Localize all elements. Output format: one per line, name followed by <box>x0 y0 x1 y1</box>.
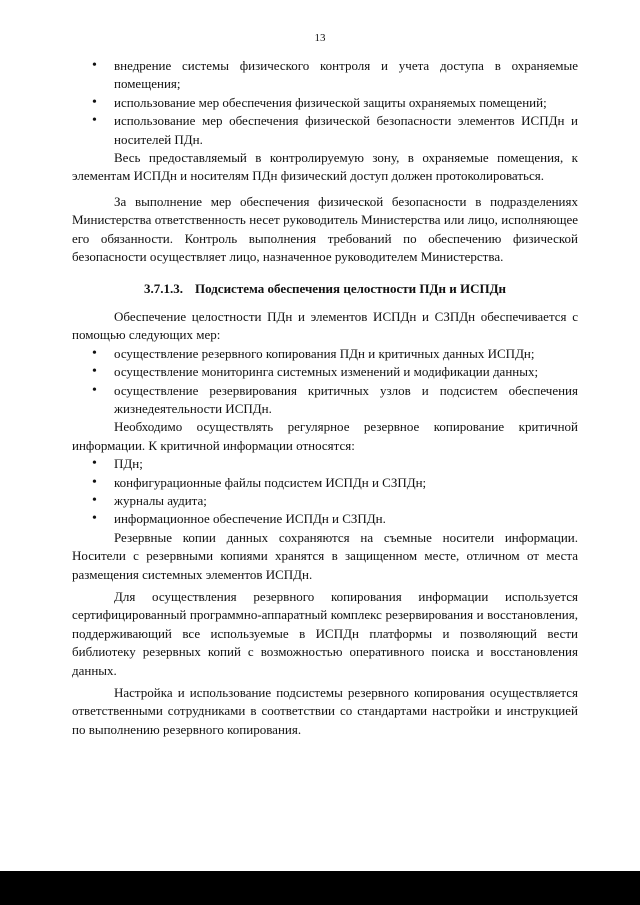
scan-border <box>0 871 640 905</box>
list-item: • журналы аудита; <box>72 492 578 510</box>
list-item: • использование мер обеспечения физической безопасности элементов ИСПДн и носителей ПДн. <box>72 112 578 149</box>
paragraph: Необходимо осуществлять регулярное резервное копирование критичной информации. К критичной информации относятся: <box>72 419 578 453</box>
paragraph: Весь предоставляемый в контролируемую зону, в охраняемые помещения, к элементам ИСПДн и носителям ПДн физический доступ должен протоколироваться. <box>72 150 578 184</box>
section-heading <box>72 280 578 298</box>
list-item: • ПДн; <box>72 455 578 473</box>
page-number: 13 <box>314 32 326 44</box>
list-item: • информационное обеспечение ИСПДн и СЗПДн. <box>72 510 578 528</box>
paragraph: Обеспечение целостности ПДн и элементов ИСПДн и СЗПДн обеспечивается с помощью следующих мер: <box>72 308 578 343</box>
bullet-list-integrity-measures <box>72 345 578 419</box>
paragraph: Для осуществления резервного копирования информации используется сертифицированный программно-аппаратный комплекс резервирования и восстановления, поддерживающий все используемые в ИСПДн платформы и позволяющий вести библиотеку резервных копий с возможностью оперативного поиска и восстановления данных. <box>72 588 578 678</box>
list-item: • осуществление резервного копирования ПДн и критичных данных ИСПДн; <box>72 345 578 363</box>
list-item: • осуществление резервирования критичных узлов и подсистем обеспечения жизнедеятельности ИСПДн. <box>72 382 578 419</box>
section-number: 3.7.1.3. <box>143 281 183 297</box>
section-title: Подсистема обеспечения целостности ПДн и ИСПДн <box>194 281 507 297</box>
list-item: • осуществление мониторинга системных изменений и модификации данных; <box>72 363 578 381</box>
page-content <box>72 57 578 739</box>
list-item: • конфигурационные файлы подсистем ИСПДн и СЗПДн; <box>72 474 578 492</box>
list-item: • внедрение системы физического контроля и учета доступа в охраняемые помещения; <box>72 57 578 94</box>
bullet-list-critical-info <box>72 455 578 529</box>
paragraph: Настройка и использование подсистемы резервного копирования осуществляется ответственными сотрудниками в соответствии со стандартами настройки и инструкцией по выполнению резервного копирования. <box>72 685 578 737</box>
bullet-list-physical-security <box>72 57 578 149</box>
paragraph: За выполнение мер обеспечения физической безопасности в подразделениях Министерства ответственность несет руководитель Министерства или лицо, исполняющее его обязанности. Контроль выполнения требований по обеспечению физической безопасности осуществляет лицо, назначенное руководителем Министерства. <box>72 193 578 265</box>
list-item: • использование мер обеспечения физической защиты охраняемых помещений; <box>72 94 578 112</box>
paragraph: Резервные копии данных сохраняются на съемные носители информации. Носители с резервными копиями хранятся в защищенном месте, отличном от места размещения системных элементов ИСПДн. <box>72 529 578 582</box>
